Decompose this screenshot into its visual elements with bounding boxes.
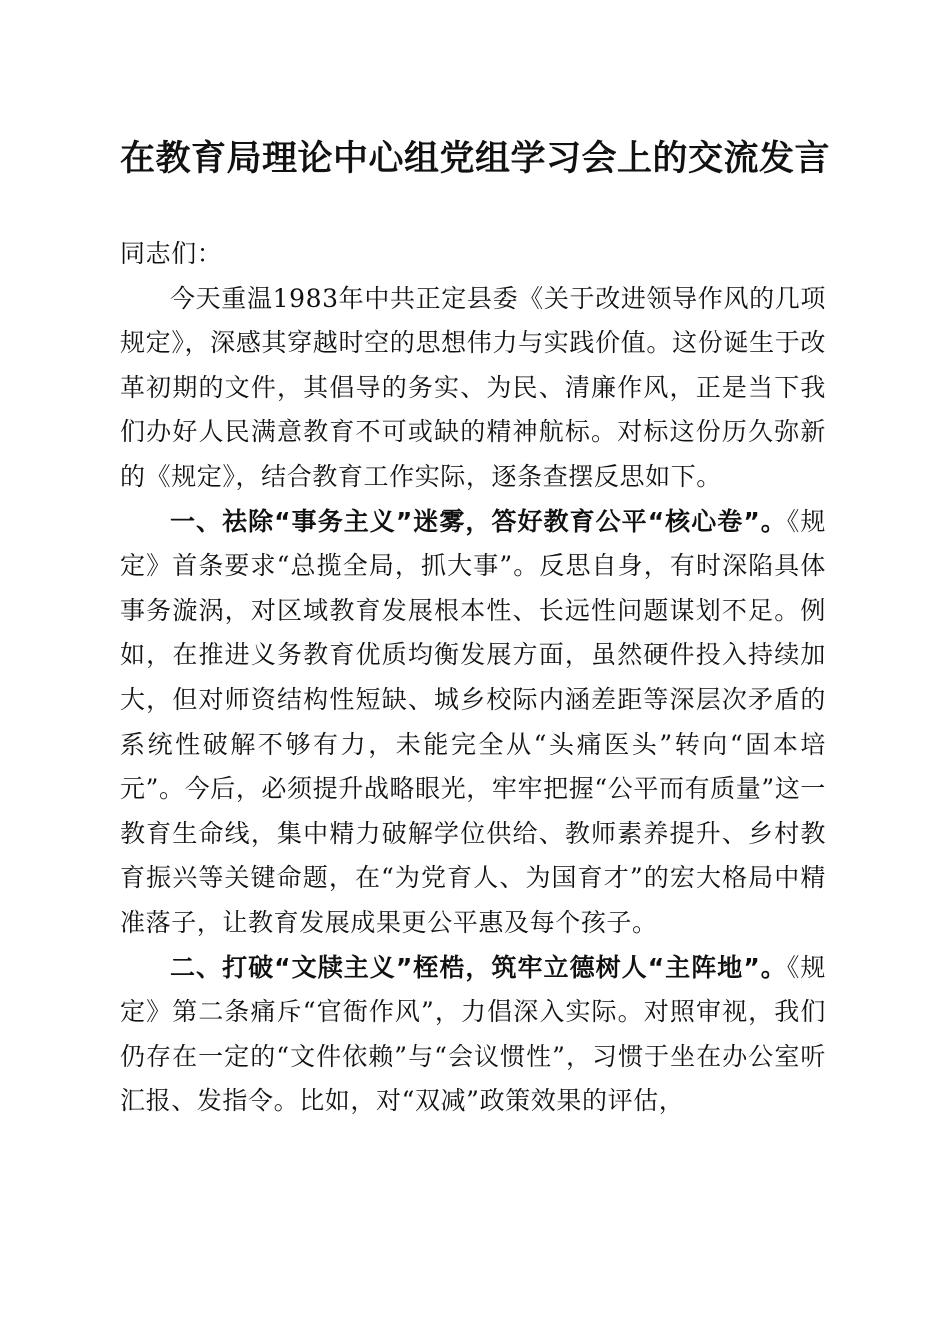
section-heading-1: 一、祛除“事务主义”迷雾，答好教育公平“核心卷”。 [170,506,787,536]
section-heading-2: 二、打破“文牍主义”桎梏，筑牢立德树人“主阵地”。 [170,952,787,982]
document-title: 在教育局理论中心组党组学习会上的交流发言 [119,138,830,179]
section-body-2: 《规定》第二条痛斥“官衙作风”，力倡深入实际。对照审视，我们仍存在一定的“文件依赖”与“会议惯性”，习惯于坐在办公室听汇报、发指令。比如，对“双减”政策效果的评估， [120,952,826,1116]
salutation: 同志们： [120,239,223,268]
document-body [120,232,826,1124]
section-body-1: 《规定》首条要求“总揽全局，抓大事”。反思自身，有时深陷具体事务漩涡，对区域教育发展根本性、长远性问题谋划不足。例如，在推进义务教育优质均衡发展方面，虽然硬件投入持续加大，但对师资结构性短缺、城乡校际内涵差距等深层次矛盾的系统性破解不够有力，未能完全从“头痛医头”转向“固本培元”。今后，必须提升战略眼光，牢牢把握“公平而有质量”这一教育生命线，集中精力破解学位供给、教师素养提升、乡村教育振兴等关键命题，在“为党育人、为国育才”的宏大格局中精准落子，让教育发展成果更公平惠及每个孩子。 [120,506,826,937]
section-paragraph-2 [120,946,826,1124]
intro-paragraph: 今天重温1983年中共正定县委《关于改进领导作风的几项规定》，深感其穿越时空的思想伟力与实践价值。这份诞生于改革初期的文件，其倡导的务实、为民、清廉作风，正是当下我们办好人民满意教育不可或缺的精神航标。对标这份历久弥新的《规定》，结合教育工作实际，逐条查摆反思如下。 [120,283,826,491]
section-paragraph-1 [120,500,826,946]
